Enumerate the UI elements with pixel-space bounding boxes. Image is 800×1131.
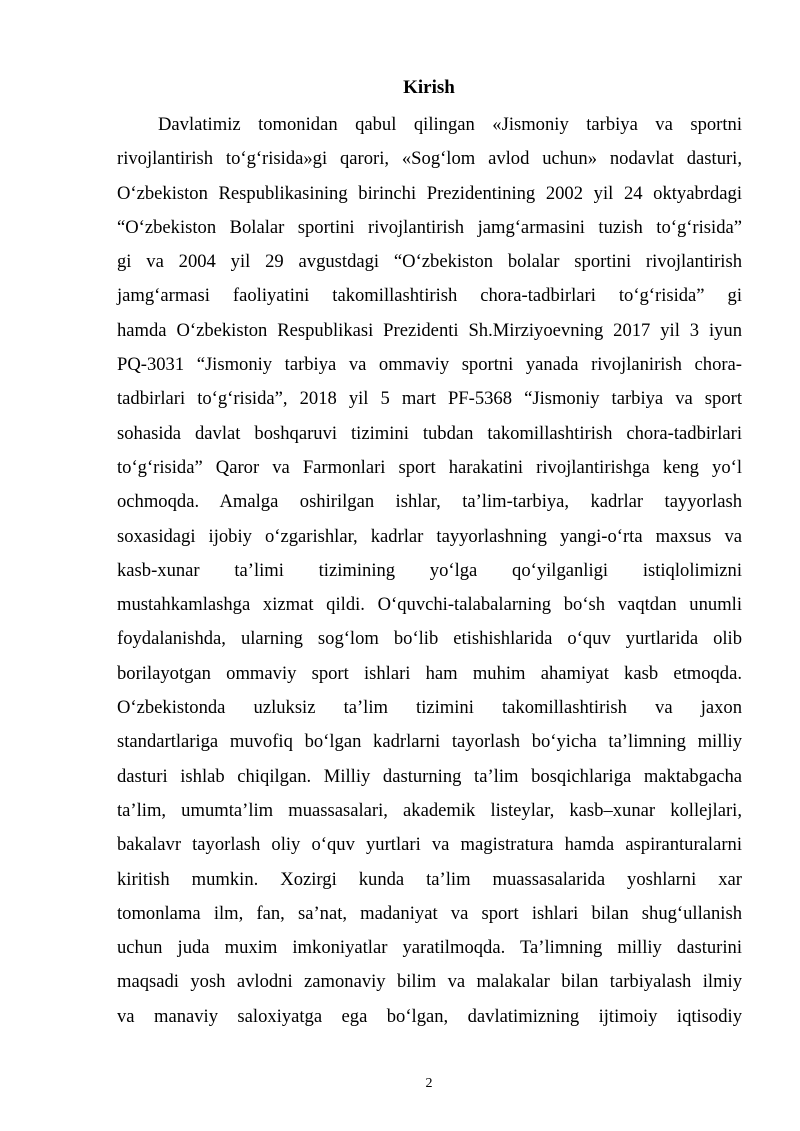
- body-paragraph: [117, 108, 742, 1034]
- text-line: borilayotgan ommaviy sport ishlari ham muhim ahamiyat kasb etmoqda.: [117, 662, 742, 684]
- text-line: tadbirlari to‘g‘risida”, 2018 yil 5 mart PF-5368 “Jismoniy tarbiya va sport: [117, 388, 742, 410]
- text-line: foydalanishda, ularning sog‘lom bo‘lib etishishlarida o‘quv yurtlarida olib: [117, 628, 742, 650]
- text-line: PQ-3031 “Jismoniy tarbiya va ommaviy sportni yanada rivojlanirish chora-: [117, 354, 742, 376]
- text-line: O‘zbekiston Respublikasining birinchi Prezidentining 2002 yil 24 oktyabrdagi: [117, 182, 742, 204]
- page-number: 2: [425, 1076, 433, 1091]
- text-line: rivojlantirish to‘g‘risida»gi qarori, «Sog‘lom avlod uchun» nodavlat dasturi,: [117, 148, 742, 170]
- text-line: sohasida davlat boshqaruvi tizimini tubdan takomillashtirish chora-tadbirlari: [117, 422, 742, 444]
- text-line: dasturi ishlab chiqilgan. Milliy dasturning ta’lim bosqichlariga maktabgacha: [117, 765, 742, 787]
- text-line: uchun juda muxim imkoniyatlar yaratilmoqda. Ta’limning milliy dasturini: [117, 937, 742, 959]
- page-title: Kirish: [403, 77, 455, 98]
- text-line: mustahkamlashga xizmat qildi. O‘quvchi-talabalarning bo‘sh vaqtdan unumli: [117, 594, 742, 616]
- text-line: Davlatimiz tomonidan qabul qilingan «Jismoniy tarbiya va sportni: [158, 114, 742, 135]
- text-line: va manaviy saloxiyatga ega bo‘lgan, davlatimizning ijtimoiy iqtisodiy: [117, 1005, 742, 1027]
- text-line: ta’lim, umumta’lim muassasalari, akademik listeylar, kasb–xunar kollejlari,: [117, 799, 742, 821]
- text-line: bakalavr tayorlash oliy o‘quv yurtlari va magistratura hamda aspiranturalarni: [117, 834, 742, 856]
- text-line: O‘zbekistonda uzluksiz ta’lim tizimini takomillashtirish va jaxon: [117, 697, 742, 719]
- text-line: kasb-xunar ta’limi tizimining yo‘lga qo‘yilganligi istiqlolimizni: [117, 559, 742, 581]
- text-line: maqsadi yosh avlodni zamonaviy bilim va malakalar bilan tarbiyalash ilmiy: [117, 971, 742, 993]
- text-line: tomonlama ilm, fan, sa’nat, madaniyat va sport ishlari bilan shug‘ullanish: [117, 902, 742, 924]
- text-line: ochmoqda. Amalga oshirilgan ishlar, ta’lim-tarbiya, kadrlar tayyorlash: [117, 491, 742, 513]
- text-line: soxasidagi ijobiy o‘zgarishlar, kadrlar tayyorlashning yangi-o‘rta maxsus va: [117, 525, 742, 547]
- text-line: standartlariga muvofiq bo‘lgan kadrlarni tayorlash bo‘yicha ta’limning milliy: [117, 731, 742, 753]
- text-line: jamg‘armasi faoliyatini takomillashtirish chora-tadbirlari to‘g‘risida” gi: [117, 285, 742, 307]
- text-line: kiritish mumkin. Xozirgi kunda ta’lim muassasalarida yoshlarni xar: [117, 868, 742, 890]
- text-line: hamda O‘zbekiston Respublikasi Prezidenti Sh.Mirziyoevning 2017 yil 3 iyun: [117, 319, 742, 341]
- text-line: “O‘zbekiston Bolalar sportini rivojlantirish jamg‘armasini tuzish to‘g‘risida”: [117, 216, 742, 238]
- text-line: to‘g‘risida” Qaror va Farmonlari sport harakatini rivojlantirishga keng yo‘l: [117, 456, 742, 478]
- text-line: gi va 2004 yil 29 avgustdagi “O‘zbekiston bolalar sportini rivojlantirish: [117, 251, 742, 273]
